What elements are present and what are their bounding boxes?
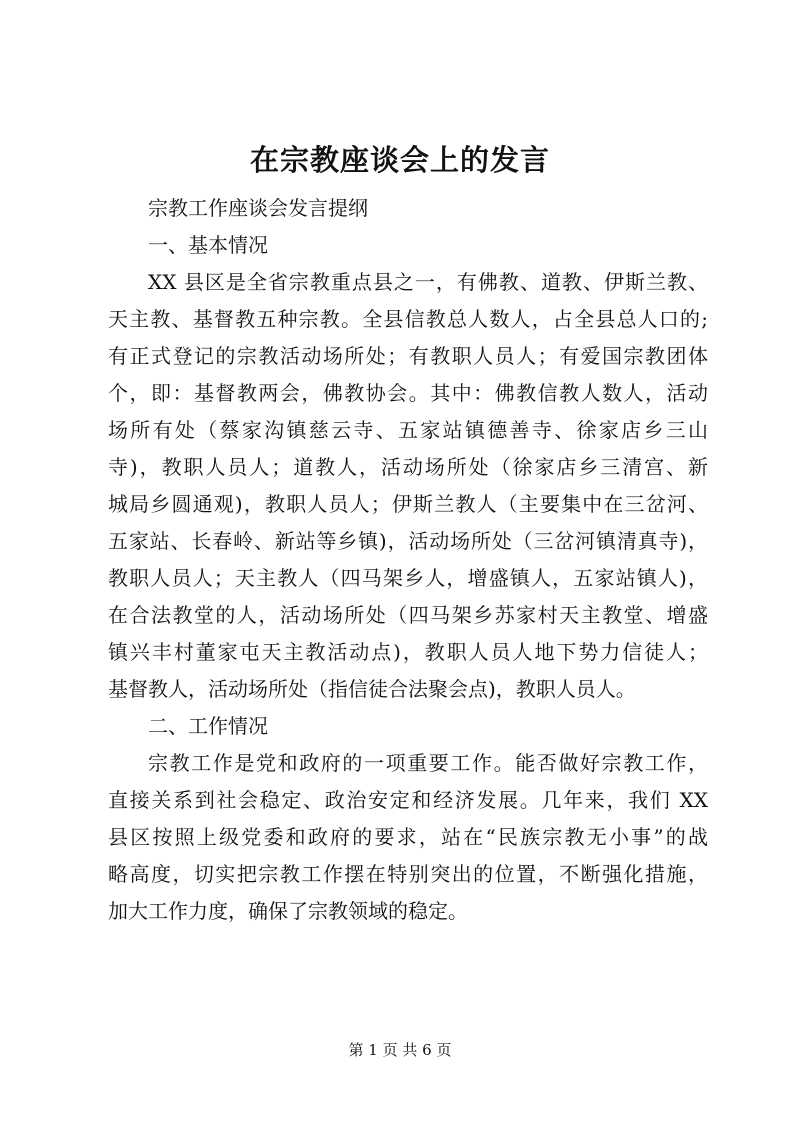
paragraph-line: 城局乡圆通观)，教职人员人；伊斯兰教人（主要集中在三岔河、 <box>108 492 708 516</box>
paragraph-line: 个，即：基督教两会，佛教协会。其中：佛教信教人数人，活动 <box>108 381 708 405</box>
paragraph-line: 县区按照上级党委和政府的要求，站在“民族宗教无小事”的战 <box>108 825 708 849</box>
paragraph-line: 直接关系到社会稳定、政治安定和经济发展。几年来，我们 XX <box>108 788 708 812</box>
paragraph-line: 有正式登记的宗教活动场所处；有教职人员人；有爱国宗教团体 <box>108 344 708 368</box>
paragraph-line: XX 县区是全省宗教重点县之一，有佛教、道教、伊斯兰教、 <box>148 270 708 294</box>
paragraph-line: 天主教、基督教五种宗教。全县信教总人数人，占全县总人口的; <box>108 307 708 331</box>
paragraph-line: 镇兴丰村董家屯天主教活动点)，教职人员人地下势力信徒人； <box>108 640 708 664</box>
paragraph-line: 加大工作力度，确保了宗教领域的稳定。 <box>108 899 468 923</box>
paragraph-line: 在合法教堂的人，活动场所处（四马架乡苏家村天主教堂、增盛 <box>108 603 708 627</box>
paragraph-line: 宗教工作是党和政府的一项重要工作。能否做好宗教工作， <box>148 751 708 775</box>
paragraph-line: 教职人员人；天主教人（四马架乡人，增盛镇人，五家站镇人)， <box>108 566 708 590</box>
document-title: 在宗教座谈会上的发言 <box>249 143 550 177</box>
paragraph-line: 五家站、长春岭、新站等乡镇)，活动场所处（三岔河镇清真寺)， <box>108 529 708 553</box>
paragraph-line: 场所有处（蔡家沟镇慈云寺、五家站镇德善寺、徐家店乡三山 <box>108 418 708 442</box>
heading-basic-situation: 一、基本情况 <box>148 233 268 257</box>
heading-outline: 宗教工作座谈会发言提纲 <box>148 196 368 220</box>
heading-work-situation: 二、工作情况 <box>148 714 268 738</box>
paragraph-line: 寺)，教职人员人；道教人，活动场所处（徐家店乡三清宫、新 <box>108 455 708 479</box>
paragraph-line: 略高度，切实把宗教工作摆在特别突出的位置，不断强化措施， <box>108 862 708 886</box>
document-body <box>108 190 708 930</box>
paragraph-line: 基督教人，活动场所处（指信徒合法聚会点)，教职人员人。 <box>108 677 636 701</box>
page-footer: 第 1 页 共 6 页 <box>348 1041 452 1059</box>
